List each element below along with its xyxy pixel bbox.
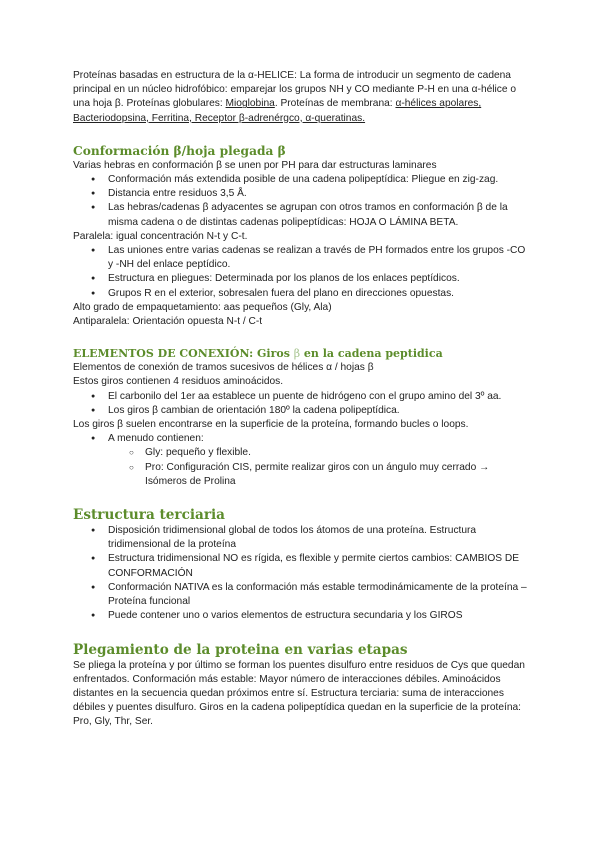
list-item: ● Estructura tridimensional NO es rígida, es flexible y permite ciertos cambios: CAMBIOS DE CONFORMACIÓN	[73, 552, 529, 580]
list-item: ● A menudo contienen:	[73, 432, 529, 446]
mioglobina-link: Mioglobina	[225, 98, 275, 110]
paragraph: Se pliega la proteína y por último se forman los puentes disulfuro entre residuos de Cys que quedan enfrentados. Conformación más estable: Mayor número de interacciones débiles. Aminoácidos distantes en la secuencia quedan próximos entre sí. Estructura terciaria: suma de interacciones débiles y puentes disulfuro. Giros en la cadena polipeptídica quedan en la superficie de la proteína: Pro, Gly, Thr, Ser.	[73, 659, 525, 728]
paragraph: Estos giros contienen 4 residuos aminoácidos.	[73, 376, 284, 388]
list-item: ● Conformación más extendida posible de una cadena polipeptídica: Pliegue en zig-zag.	[73, 173, 529, 187]
paragraph: Alto grado de empaquetamiento: aas pequeños (Gly, Ala)	[73, 301, 332, 313]
bullet-list	[73, 390, 529, 418]
bullet-list	[73, 432, 529, 446]
membrane-proteins-list: α-hélices apolares, Bacteriodopsina, Ferritina, Receptor β-adrenérgco, α-queratinas.	[73, 98, 482, 124]
section-title-elementos-conexion	[73, 346, 529, 361]
sub-list-item: ○ Pro: Configuración CIS, permite realizar giros con un ángulo muy cerrado → Isómeros de Prolina	[73, 461, 529, 489]
list-item: ● El carbonilo del 1er aa establece un puente de hidrógeno con el grupo amino del 3º aa.	[73, 390, 529, 404]
list-item: ● Disposición tridimensional global de todos los átomos de una proteína. Estructura tridimensional de la proteína	[73, 524, 529, 552]
list-item: ● Los giros β cambian de orientación 180º la cadena polipeptídica.	[73, 404, 529, 418]
bullet-list	[73, 524, 529, 623]
document-content	[73, 69, 529, 730]
paragraph: Elementos de conexión de tramos sucesivos de hélices α / hojas β	[73, 362, 374, 374]
paragraph: Los giros β suelen encontrarse en la superficie de la proteína, formando bucles o loops.	[73, 419, 469, 431]
section-title-conformacion-beta: Conformación β/hoja plegada β	[73, 143, 286, 158]
list-item: ● Las hebras/cadenas β adyacentes se agrupan con otros tramos en conformación β de la misma cadena o de distintas cadenas polipeptídicas: HOJA O LÁMINA BETA.	[73, 201, 529, 229]
paragraph: Paralela: igual concentración N-t y C-t.	[73, 230, 248, 242]
intro-text-2: . Proteínas de membrana:	[274, 98, 396, 110]
intro-text: Proteínas basadas en estructura de la α-HELICE: La forma de introducir un segmento de cadena principal en un núcleo hidrofóbico: emparejar los grupos NH y CO mediante P-H en una α-hélice o una hoja β. Proteínas globulares:	[73, 70, 517, 110]
sub-list-item: ○ Gly: pequeño y flexible.	[73, 446, 529, 460]
list-item: ● Distancia entre residuos 3,5 Å.	[73, 187, 529, 201]
list-item: ● Estructura en pliegues: Determinada por los planos de los enlaces peptídicos.	[73, 272, 529, 286]
intro-paragraph	[73, 69, 529, 126]
paragraph: Varias hebras en conformación β se unen por PH para dar estructuras laminares	[73, 159, 437, 171]
list-item: ● Conformación NATIVA es la conformación más estable termodinámicamente de la proteína – Proteína funcional	[73, 581, 529, 609]
bullet-list	[73, 244, 529, 301]
paragraph: Antiparalela: Orientación opuesta N-t / C-t	[73, 316, 263, 328]
section-title-part: ELEMENTOS DE CONEXIÓN: Giros	[73, 347, 294, 361]
section-title-plegamiento: Plegamiento de la proteina en varias etapas	[73, 641, 408, 658]
section-title-estructura-terciaria: Estructura terciaria	[73, 507, 225, 524]
beta-symbol: β	[293, 347, 301, 361]
section-title-part: en la cadena peptidica	[300, 347, 443, 361]
list-item: ● Las uniones entre varias cadenas se realizan a través de PH formados entre los grupos -CO y -NH del enlace peptídico.	[73, 244, 529, 272]
list-item: ● Grupos R en el exterior, sobresalen fuera del plano en direcciones opuestas.	[73, 287, 529, 301]
sub-bullet-list	[73, 446, 529, 489]
list-item: ● Puede contener uno o varios elementos de estructura secundaria y los GIROS	[73, 609, 529, 623]
bullet-list	[73, 173, 529, 230]
